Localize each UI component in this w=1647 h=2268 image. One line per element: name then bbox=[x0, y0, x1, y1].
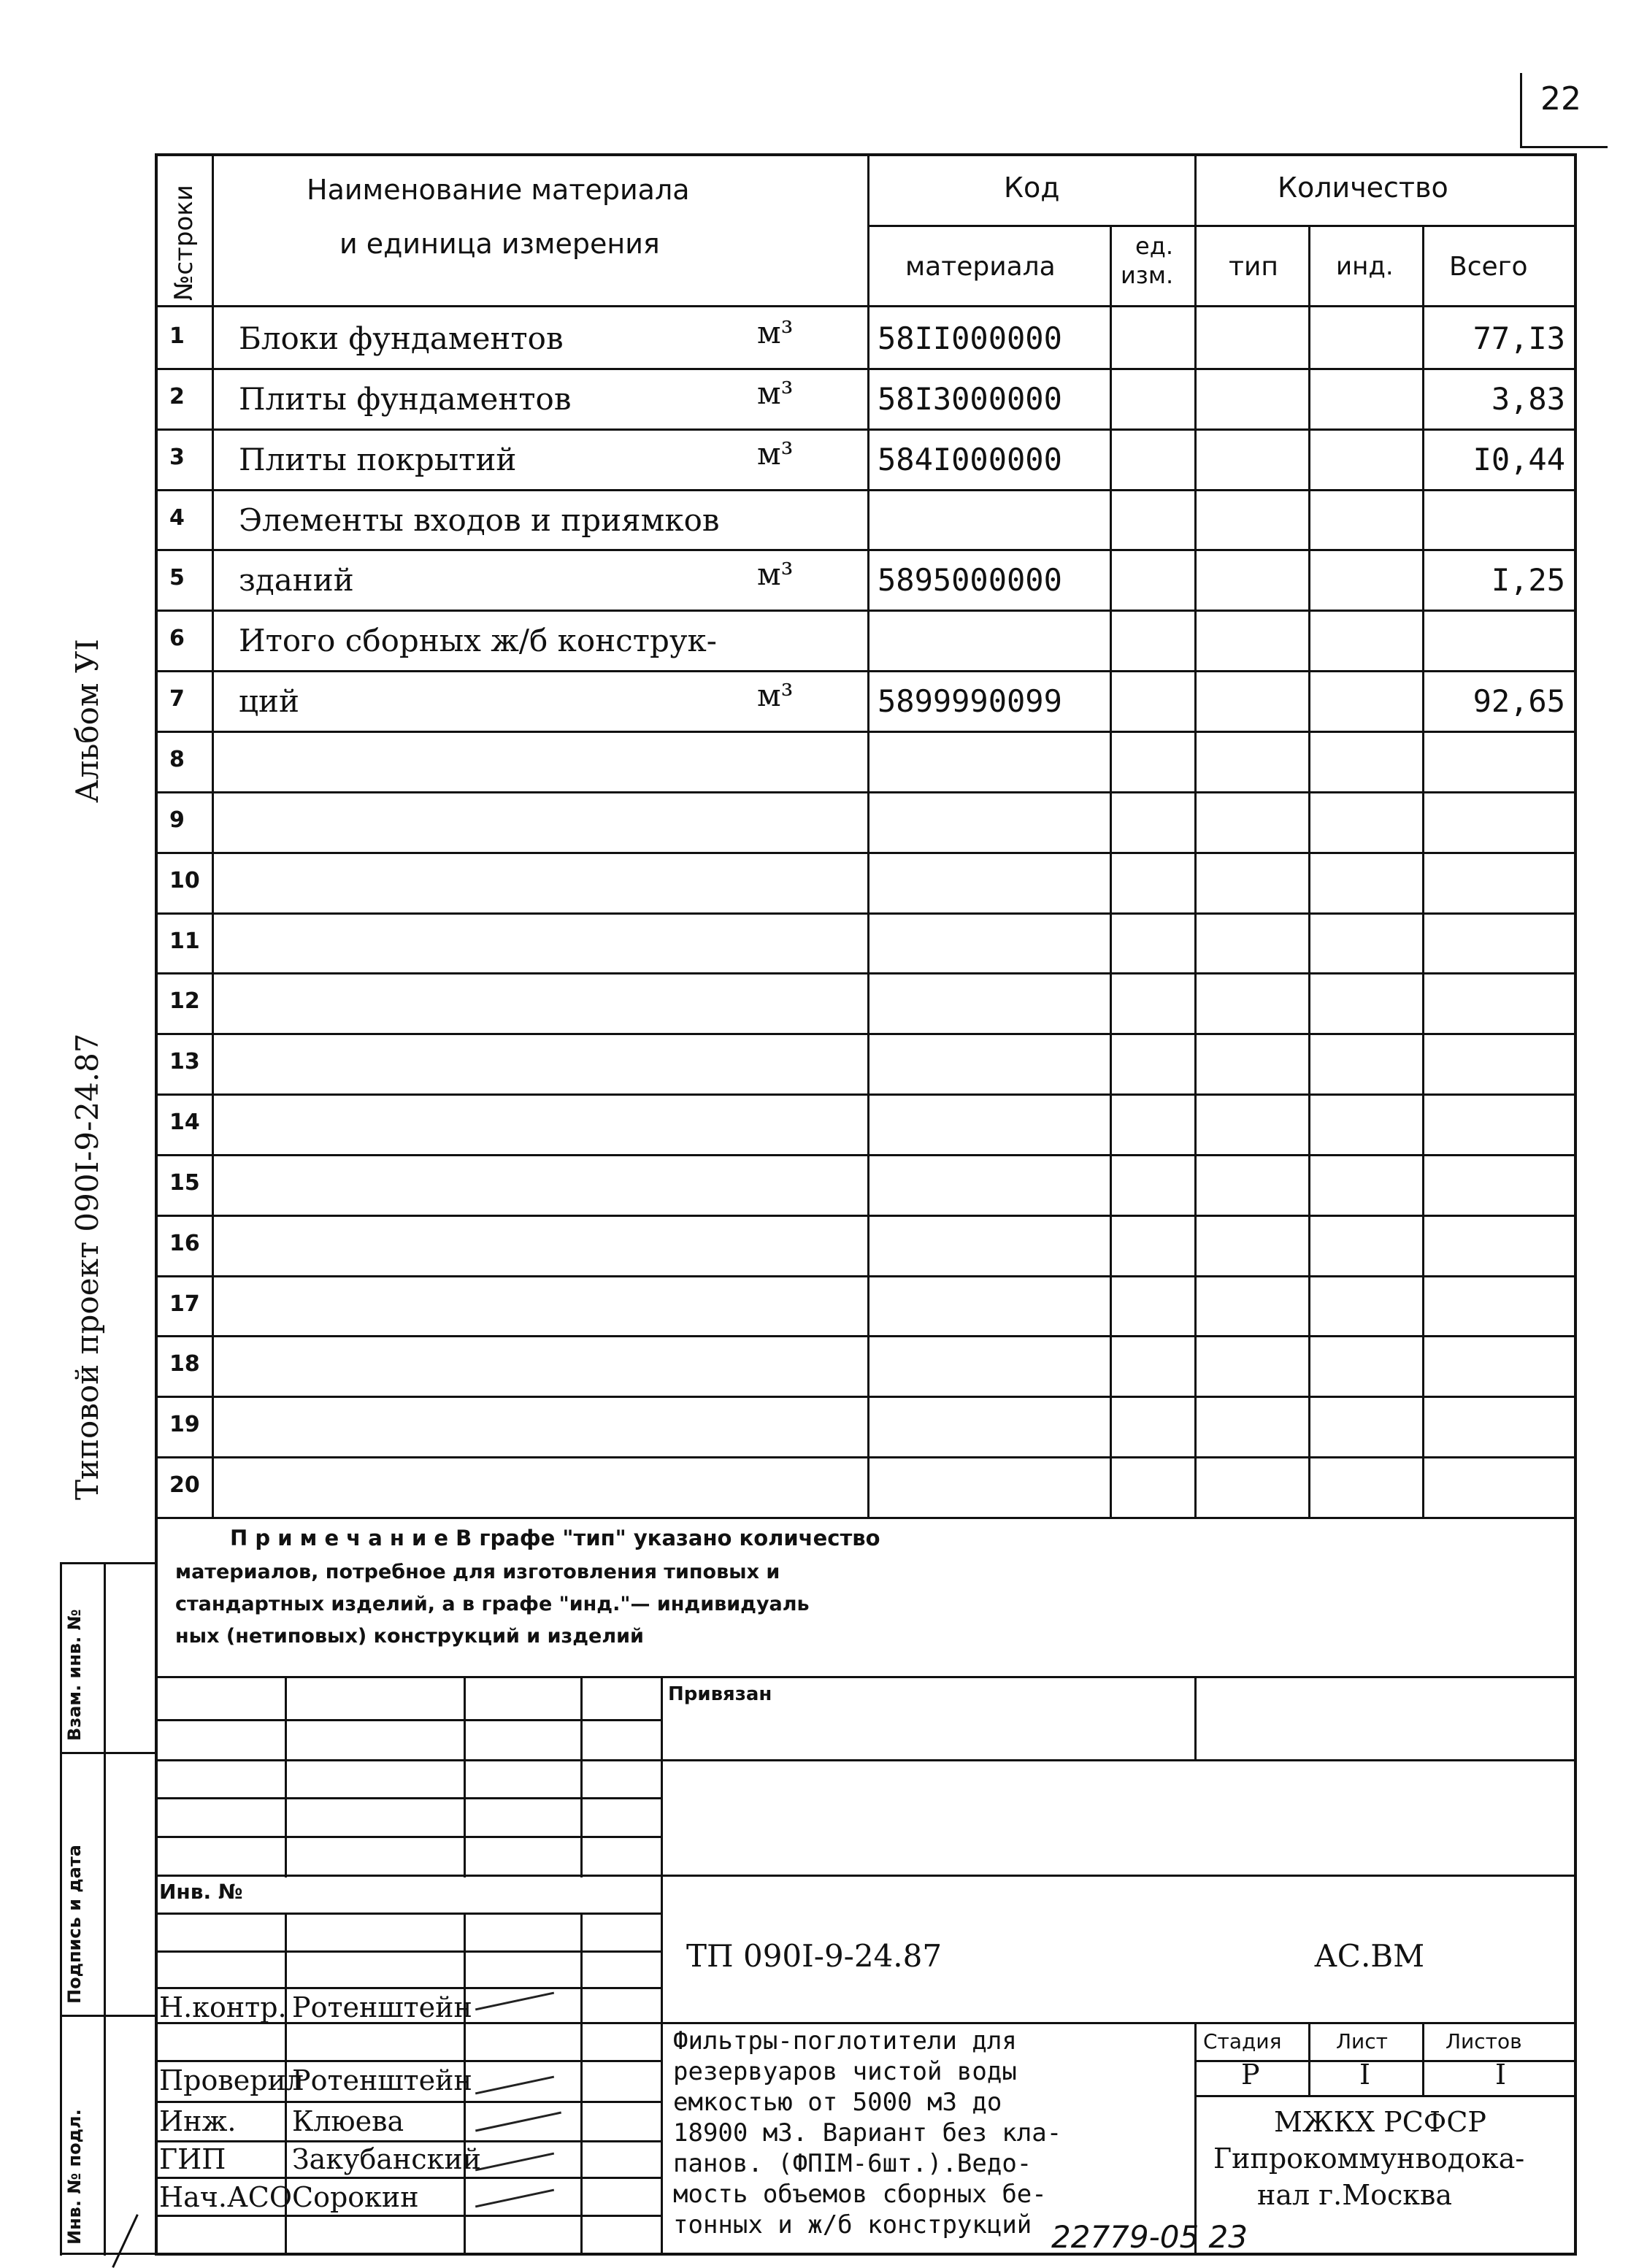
material-name: Блоки фундаментов bbox=[239, 320, 564, 356]
header-qty-type: тип bbox=[1229, 252, 1278, 282]
total-value: I0,44 bbox=[1473, 442, 1565, 477]
sheet-label: Лист bbox=[1336, 2029, 1388, 2053]
row-number: 2 bbox=[169, 384, 185, 410]
table-row bbox=[155, 1154, 1577, 1215]
header-code: Код bbox=[1004, 172, 1060, 204]
table-row bbox=[155, 670, 1577, 731]
tp-code: ТП 090I-9-24.87 bbox=[686, 1938, 942, 1974]
row-number: 18 bbox=[169, 1351, 200, 1377]
staff-name: Сорокин bbox=[292, 2181, 419, 2213]
note-line-4: ных (нетиповых) конструкций и изделий bbox=[175, 1625, 644, 1648]
org-line-1: МЖКХ РСФСР bbox=[1274, 2106, 1486, 2138]
table-row bbox=[155, 1215, 1577, 1275]
header-name-line2: и единица измерения bbox=[339, 228, 660, 260]
table-row bbox=[155, 610, 1577, 670]
material-code: 58I3000000 bbox=[878, 381, 1062, 417]
total-value: 77,I3 bbox=[1473, 320, 1565, 356]
row-number: 19 bbox=[169, 1412, 200, 1437]
unit: м³ bbox=[757, 677, 794, 713]
material-name: ций bbox=[239, 683, 299, 719]
row-number: 6 bbox=[169, 626, 185, 651]
sheet-code: АС.ВМ bbox=[1314, 1938, 1425, 1974]
sheets-value: I bbox=[1495, 2059, 1507, 2091]
staff-role: Н.контр. bbox=[159, 1991, 287, 2023]
stamp-inv-podl: Инв. № подл. bbox=[64, 2109, 85, 2245]
unit: м³ bbox=[757, 315, 794, 350]
title-line: тонных и ж/б конструкций bbox=[673, 2210, 1032, 2240]
row-number: 16 bbox=[169, 1231, 200, 1256]
staff-name: Закубанский bbox=[292, 2143, 481, 2175]
header-row-number: №строки bbox=[169, 185, 199, 301]
table-row bbox=[155, 1335, 1577, 1396]
staff-role: Инж. bbox=[159, 2105, 237, 2137]
title-line: 18900 м3. Вариант без кла- bbox=[673, 2118, 1062, 2148]
signature-5 bbox=[475, 2189, 554, 2208]
material-name: Плиты покрытий bbox=[239, 442, 517, 477]
corner-stroke bbox=[112, 2214, 139, 2268]
note-line-3: стандартных изделий, а в графе "инд."— индивидуаль bbox=[175, 1593, 810, 1615]
unit: м³ bbox=[757, 436, 794, 472]
header-code-unit-2: изм. bbox=[1121, 261, 1174, 289]
table-row bbox=[155, 791, 1577, 852]
sheet-value: I bbox=[1359, 2059, 1371, 2091]
table-row bbox=[155, 549, 1577, 610]
page-number-underline bbox=[1520, 146, 1608, 148]
row-number: 14 bbox=[169, 1110, 200, 1135]
material-code: 58II000000 bbox=[878, 320, 1062, 356]
row-number: 20 bbox=[169, 1472, 200, 1498]
row-number: 15 bbox=[169, 1170, 200, 1196]
title-line: емкостью от 5000 м3 до bbox=[673, 2088, 1002, 2117]
row-number: 4 bbox=[169, 505, 185, 531]
staff-name: Клюева bbox=[292, 2105, 404, 2137]
table-row bbox=[155, 428, 1577, 489]
row-number: 10 bbox=[169, 868, 200, 893]
stamp-podpis: Подпись и дата bbox=[64, 1845, 85, 2004]
row-number: 13 bbox=[169, 1049, 200, 1075]
side-album-label: Альбом УI bbox=[69, 639, 105, 803]
staff-role: Проверил bbox=[159, 2064, 304, 2096]
stamp-vzam: Взам. инв. № bbox=[64, 1609, 85, 1741]
table-row bbox=[155, 852, 1577, 912]
header-code-material: материала bbox=[905, 252, 1056, 282]
table-row bbox=[155, 489, 1577, 550]
material-name: Элементы входов и приямков bbox=[239, 502, 720, 538]
total-value: I,25 bbox=[1491, 562, 1565, 598]
row-number: 5 bbox=[169, 565, 185, 591]
note-line-1: П р и м е ч а н и е В графе "тип" указано количество bbox=[230, 1526, 880, 1550]
header-qty-total: Всего bbox=[1449, 252, 1528, 282]
table-row bbox=[155, 1275, 1577, 1336]
note-line-2: материалов, потребное для изготовления типовых и bbox=[175, 1561, 780, 1583]
title-line: Фильтры-поглотители для bbox=[673, 2026, 1017, 2056]
table-row bbox=[155, 912, 1577, 973]
material-name: зданий bbox=[239, 562, 354, 598]
inv-no-label: Инв. № bbox=[159, 1880, 243, 1904]
header-quantity: Количество bbox=[1278, 172, 1448, 204]
material-name: Плиты фундаментов bbox=[239, 381, 572, 417]
material-code: 584I000000 bbox=[878, 442, 1062, 477]
header-qty-ind: инд. bbox=[1336, 252, 1394, 281]
header-code-unit-1: ед. bbox=[1135, 232, 1173, 260]
sheets-label: Листов bbox=[1446, 2029, 1522, 2053]
signature-1 bbox=[475, 1992, 554, 2011]
unit: м³ bbox=[757, 375, 794, 411]
unit: м³ bbox=[757, 556, 794, 592]
side-project-label: Типовой проект 090I-9-24.87 bbox=[69, 1033, 105, 1500]
privyazan-label: Привязан bbox=[668, 1683, 772, 1705]
footer-number: 22779-05 23 bbox=[1051, 2219, 1248, 2255]
title-line: резервуаров чистой воды bbox=[673, 2057, 1017, 2086]
total-value: 3,83 bbox=[1491, 381, 1565, 417]
table-row bbox=[155, 1093, 1577, 1154]
title-line: мость объемов сборных бе- bbox=[673, 2180, 1047, 2209]
org-line-3: нал г.Москва bbox=[1257, 2179, 1453, 2211]
row-number: 1 bbox=[169, 323, 185, 349]
staff-name: Ротенштейн bbox=[292, 1991, 472, 2023]
material-code: 5899990099 bbox=[878, 683, 1062, 719]
signature-3 bbox=[475, 2112, 561, 2132]
header-name-line1: Наименование материала bbox=[307, 174, 690, 206]
table-row bbox=[155, 1033, 1577, 1093]
material-name: Итого сборных ж/б конструк- bbox=[239, 623, 717, 658]
staff-role: Нач.АСО bbox=[159, 2181, 293, 2213]
title-line: панов. (ФПIМ-6шт.).Ведо- bbox=[673, 2149, 1032, 2178]
table-row bbox=[155, 307, 1577, 368]
row-number: 11 bbox=[169, 929, 200, 954]
row-number: 9 bbox=[169, 807, 185, 833]
table-row bbox=[155, 1456, 1577, 1517]
org-line-2: Гипрокоммунводока- bbox=[1213, 2142, 1525, 2175]
row-number: 8 bbox=[169, 747, 185, 772]
table-row bbox=[155, 1396, 1577, 1456]
staff-role: ГИП bbox=[159, 2143, 226, 2175]
row-number: 12 bbox=[169, 988, 200, 1014]
page-number-divider bbox=[1520, 73, 1522, 146]
material-code: 5895000000 bbox=[878, 562, 1062, 598]
stage-label: Стадия bbox=[1203, 2029, 1282, 2053]
signature-4 bbox=[475, 2153, 554, 2172]
stage-value: Р bbox=[1241, 2059, 1260, 2091]
table-row bbox=[155, 731, 1577, 791]
row-number: 3 bbox=[169, 445, 185, 470]
total-value: 92,65 bbox=[1473, 683, 1565, 719]
signature-2 bbox=[475, 2076, 554, 2095]
staff-name: Ротенштейн bbox=[292, 2064, 472, 2096]
table-row bbox=[155, 972, 1577, 1033]
page-number: 22 bbox=[1540, 80, 1581, 118]
row-number: 7 bbox=[169, 686, 185, 712]
row-number: 17 bbox=[169, 1291, 200, 1317]
table-row bbox=[155, 368, 1577, 428]
